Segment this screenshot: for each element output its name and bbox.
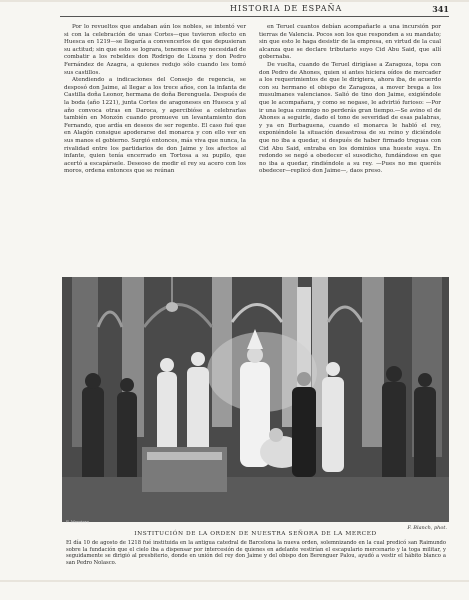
figure-caption-title: INSTITUCIÓN DE LA ORDEN DE NUESTRA SEÑORA DE LA MERCED	[134, 531, 377, 537]
photo-credit: F. Blanch, phot.	[407, 525, 447, 531]
left-column	[64, 24, 246, 176]
header-rule	[60, 16, 449, 17]
paragraph: De vuelta, cuando de Teruel dirigíase a Zaragoza, topa con don Pedro de Ahones, quien si antes hiciera oídos de mercader a los requerimientos de que le dirigiera, ahora iba, de acuerdo con su hermano el obispo de Zaragoza, a mover brega a los musulmanes valencianos. Salió de tino don Jaime, exigiéndole que le acompañara, y como se negase, le advirtió furioso: —Por ir una legua conmigo no perderás gran tiempo.—Se avino el de Ahones a seguirle, dado el tono de severidad de esas palabras, y ya en Burbaguena, cuando el monarca le habló el rey, exponiéndole la situación desastrosa de su reino y diciéndole que no iba a quedar, si después de haber firmado treguas con Cid Abu Said, entraba en los dominios una hueste suya. En redondo se negó a obedecer el susodicho, fundándose en que no iba a quedar, rindiéndole a su rey. —Pues no me queréis obedecer—replicó don Jaime—, daos preso.	[259, 61, 441, 175]
bottom-edge	[0, 580, 469, 582]
right-column	[259, 24, 441, 176]
top-edge	[0, 0, 469, 2]
figure-caption-text: El día 10 de agosto de 1218 fué instituida en la antigua catedral de Barcelona la nueva orden, solemnizando en la cual predicó san Raimundo sobre la fundación que el cielo iba a dispensar por intercesión de quienes en adelante vestirían el escapulario mercenario y la toga militar, y seguidamente se dirigió al presbiterio, donde en unión del rey don Jaime y del obispo don Berenguer Palou, ayudó a vestir el hábito blanco a san Pedro Nolasco.	[66, 540, 446, 566]
running-title: HISTORIA DE ESPAÑA	[230, 4, 343, 13]
page-number: 341	[432, 4, 449, 14]
paragraph: en Teruel cuantos debían acompañarle a una incursión por tierras de Valencia. Pocos son los que responden a su mandato; sin que esto le haga desistir de la empresa, en virtud de la cual alcanza que se declare tributario suyo Cid Abu Said, que allí gobernaba.	[259, 24, 441, 61]
paragraph: Atendiendo a indicaciones del Consejo de regencia, se desposó don Jaime, al llegar a los trece años, con la infanta de Castilla doña Leonor, hermana de doña Berenguela. Después de la boda (año 1221), junta Cortes de aragoneses en Huesca y al año convoca otras en Daroca, y apercibióse a celebrarlas también en Monzón cuando promueve un levantamiento don Fernando, que ardía en deseos de ser regente. El caso fué que en Alagón consigue apoderarse del monarca y con ello ver en sus manos el gobierno. Surgió entonces, más viva que nunca, la rivalidad entre los partidarios de don Jaime y los afectos al infante, quien tenía encerrado en Tortosa a su pupilo, que acertó a escapársele. Deseoso de medir el rey su acero con los moros, ordena entonces que se reúnan	[64, 77, 247, 175]
engraving-illustration	[62, 277, 449, 522]
artist-signature: F. Masriera	[66, 519, 90, 524]
paragraph: Por lo revueltos que andaban aún los nobles, se intentó ver si con la celebración de unas Cortes—que tuvieron efecto en Huesca en 1219—se llegaría a convencerlos de que depusieran su actitud; sin que esto se lograra, tenemos el rey necesidad de combatir a los rebeldes don Rodrigo de Lizana y don Pedro Fernández de Azagra, a quienes redujo sólo cuando les tomó sus castillos.	[64, 24, 246, 76]
engraving-scene	[62, 277, 449, 522]
